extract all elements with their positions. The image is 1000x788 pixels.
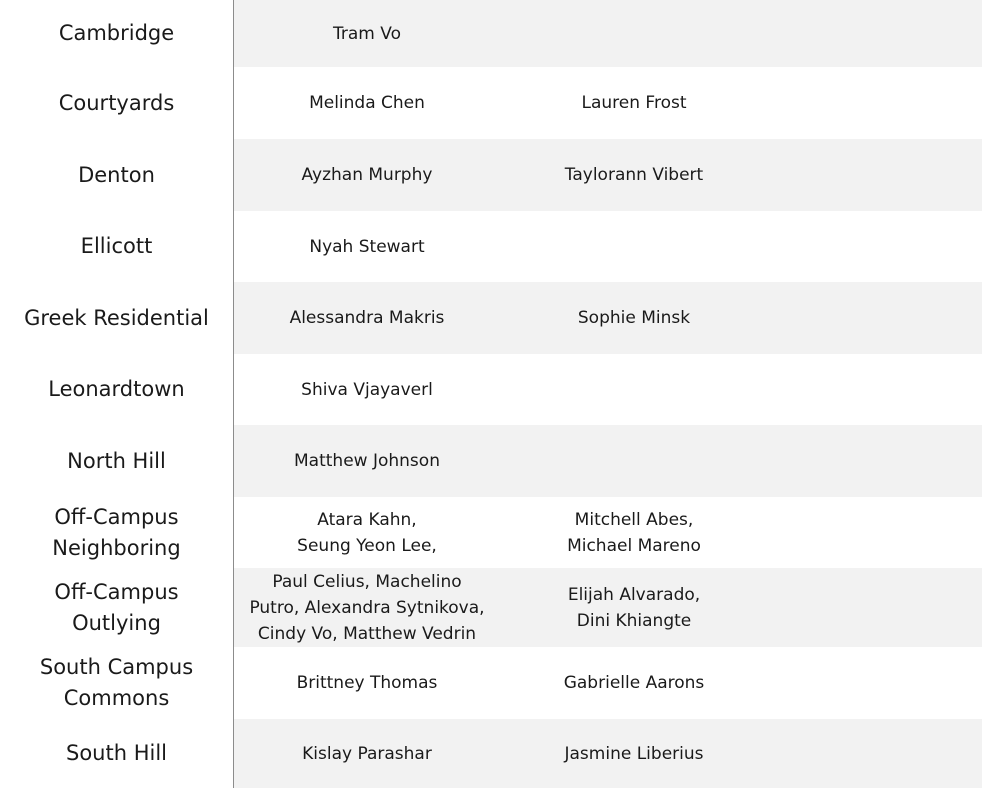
names-cells xyxy=(234,425,982,497)
area-label: South Campus Commons xyxy=(0,647,234,719)
name-cell-1: Matthew Johnson xyxy=(294,451,440,471)
table-row xyxy=(0,425,982,497)
name-cell-1: Paul Celius, Machelino Putro, Alexandra Sytnikova, Cindy Vo, Matthew Vedrin xyxy=(249,571,485,644)
name-cell-2: Lauren Frost xyxy=(581,93,687,113)
area-label: Greek Residential xyxy=(0,282,234,354)
area-label: Ellicott xyxy=(0,211,234,282)
name-cell-1: Brittney Thomas xyxy=(296,673,438,693)
names-cells xyxy=(234,67,982,139)
names-cells xyxy=(234,719,982,788)
area-label: North Hill xyxy=(0,425,234,497)
name-cell-2: Tayloran​n Vibert xyxy=(564,165,704,185)
names-cells xyxy=(234,497,982,568)
area-label: Off-Campus Neighboring xyxy=(0,497,234,568)
table-row xyxy=(0,647,982,719)
names-cells xyxy=(234,647,982,719)
name-cell-1: Kislay Parashar xyxy=(302,743,432,764)
name-cell-2: Sophie Minsk xyxy=(577,308,691,328)
name-cell-1: Shiva Vjayaverl xyxy=(301,379,433,400)
names-cells xyxy=(234,211,982,282)
area-label: Denton xyxy=(0,139,234,211)
table-row xyxy=(0,0,982,67)
name-cell-1: Melinda Chen xyxy=(309,93,425,113)
table-row xyxy=(0,211,982,282)
name-cell-1: Atara Kahn, Seung Yeon Lee, xyxy=(297,509,437,556)
name-cell-1: Nyah Stewart xyxy=(309,236,425,257)
table-row xyxy=(0,568,982,647)
names-cells xyxy=(234,0,982,67)
table-row xyxy=(0,282,982,354)
area-label: Leonardtown xyxy=(0,354,234,425)
names-cells xyxy=(234,282,982,354)
table-row xyxy=(0,354,982,425)
area-label: Cambridge xyxy=(0,0,234,67)
names-cells xyxy=(234,139,982,211)
area-label: Courtyards xyxy=(0,67,234,139)
name-cell-1: Tram Vo xyxy=(333,23,401,44)
table-row xyxy=(0,719,982,788)
names-cells xyxy=(234,354,982,425)
name-cell-2: Jasmine Liberius xyxy=(564,743,704,764)
area-label: Off-Campus Outlying xyxy=(0,568,234,647)
names-cells xyxy=(234,568,982,647)
table-row xyxy=(0,67,982,139)
table-row xyxy=(0,497,982,568)
table-row xyxy=(0,139,982,211)
name-cell-2: Elijah Alvarado, Dini Khiangte xyxy=(567,584,701,631)
name-cell-1: Ayzhan Murphy xyxy=(301,165,433,185)
name-cell-2: Gabrielle Aarons xyxy=(563,673,705,693)
name-cell-2: Mitchell Abes, Michael Mareno xyxy=(567,509,701,556)
name-cell-1: Alessandra Makris xyxy=(289,308,445,328)
area-label: South Hill xyxy=(0,719,234,788)
